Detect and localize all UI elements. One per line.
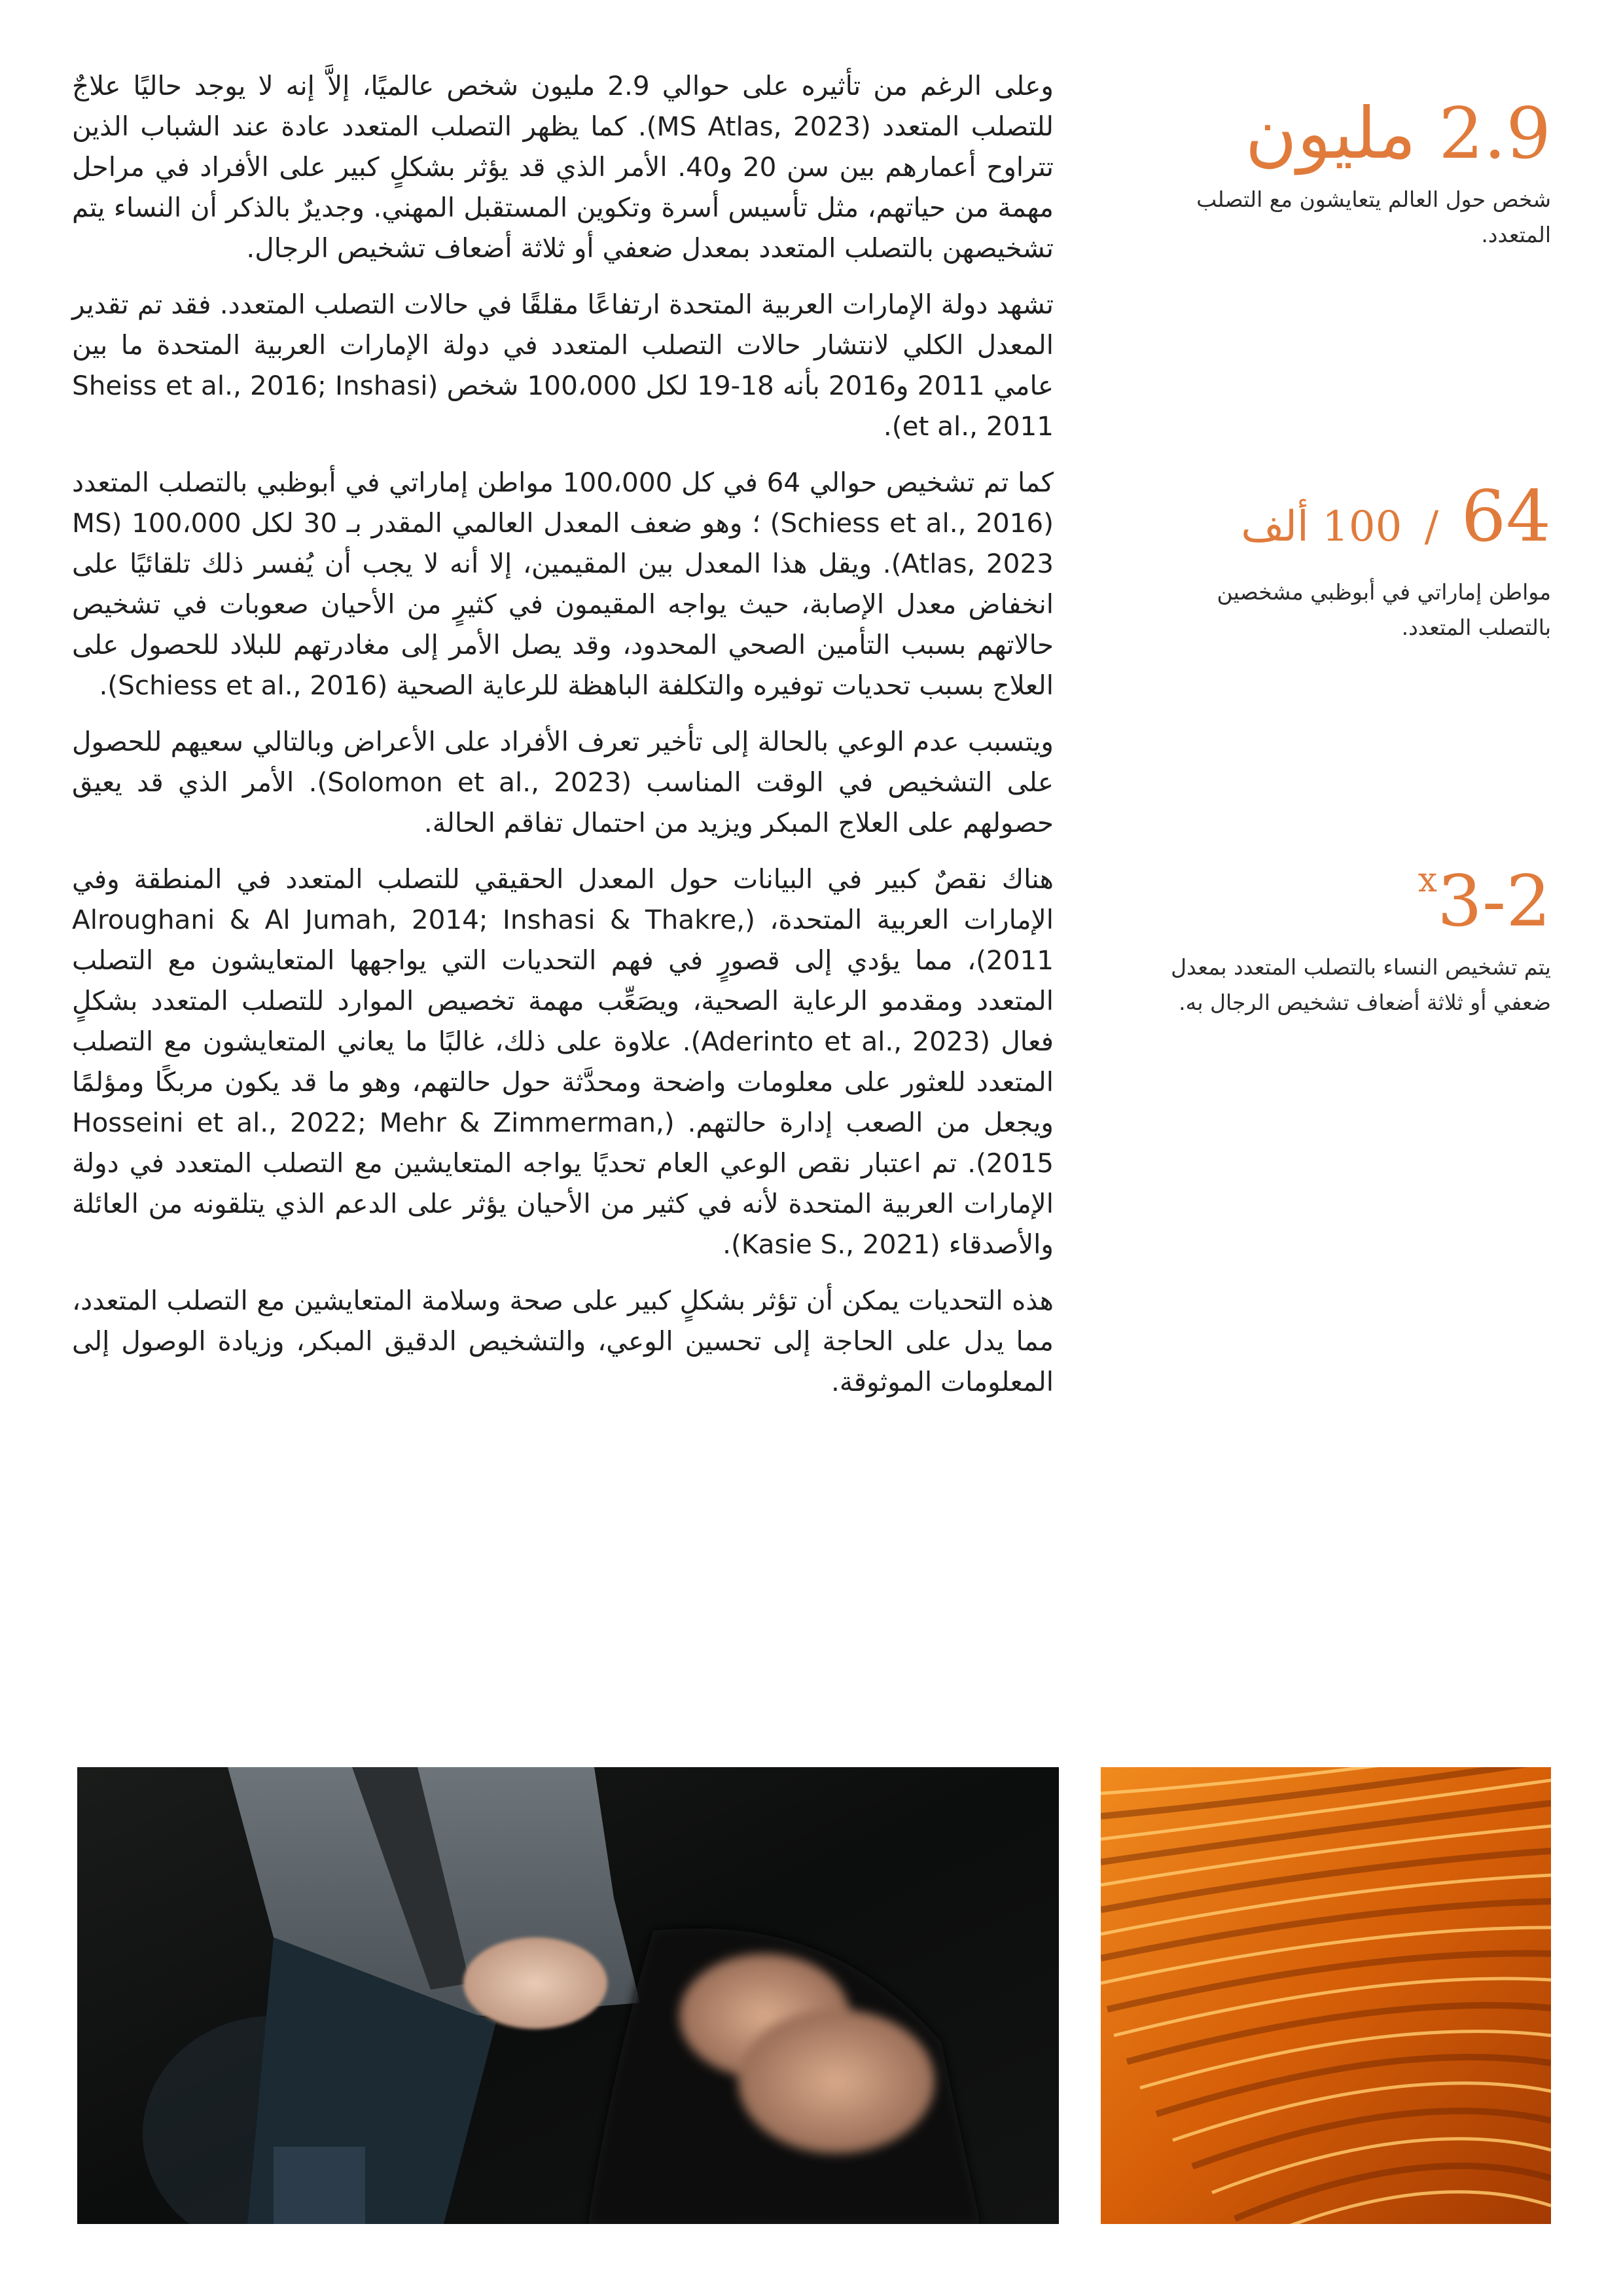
paragraph-1: وعلى الرغم من تأثيره على حوالي 2.9 مليون شخص عالميًا، إلاَّ إنه لا يوجد حاليًا علاجٌ للتصلب المتعدد (MS Atlas, 2023). كما يظهر التصلب المتعدد عادة عند الشباب الذين تتراوح أعمارهم بين سن 20 و40. الأمر الذي قد يؤثر بشكلٍ كبير على الأفراد في مراحل مهمة من حياتهم، مثل تأسيس أسرة وتكوين المستقبل المهني. وجديرٌ بالذكر أن النساء يتم تشخيصهن بالتصلب المتعدد بمعدل ضعفي أو ثلاثة أضعاف تشخيص الرجال. bbox=[72, 70, 1054, 264]
stat-value: 2.9 bbox=[1438, 93, 1551, 175]
paragraph-5: هناك نقصٌ كبير في البيانات حول المعدل الحقيقي للتصلب المتعدد في المنطقة وفي الإمارات العربية المتحدة، (Alroughani & Al Jumah, 2014; Inshasi & Thakre, 2011)، مما يؤدي إلى قصورٍ في فهم التحديات التي يواجهها المتعايشون مع التصلب المتعدد ومقدمو الرعاية الصحية، ويصَعِّب مهمة تخصيص الموارد للتصلب المتعدد بشكلٍ فعال (Aderinto et al., 2023). علاوة على ذلك، غالبًا ما يعاني المتعايشون مع التصلب المتعدد للعثور على معلومات واضحة ومحدَّثة حول حالتهم، وهو ما قد يكون مربكًا ومؤلمًا ويجعل من الصعب إدارة حالتهم. (Hosseini et al., 2022; Mehr & Zimmerman, 2015). تم اعتبار نقص الوعي العام تحديًا يواجه المتعايشين مع التصلب المتعدد في دولة الإمارات العربية المتحدة لأنه في كثير من الأحيان يؤثر على الدعم الذي يتلقونه من العائلة والأصدقاء (Kasie S., 2021). bbox=[72, 863, 1054, 1260]
photo-clasped-hands bbox=[77, 1767, 1059, 2224]
paragraph-2: تشهد دولة الإمارات العربية المتحدة ارتفاعًا مقلقًا في حالات التصلب المتعدد. فقد تم تقدير المعدل الكلي لانتشار حالات التصلب المتعدد في دولة الإمارات العربية المتحدة ما بين عامي 2011 و2016 بأنه 18-19 لكل 100،000 شخص (Sheiss et al., 2016; Inshasi et al., 2011). bbox=[72, 289, 1054, 442]
paragraph-4: ويتسبب عدم الوعي بالحالة إلى تأخير تعرف الأفراد على الأعراض وبالتالي سعيهم للحصول على التشخيص في الوقت المناسب (Solomon et al., 2023). الأمر الذي قد يعيق حصولهم على العلاج المبكر ويزيد من احتمال تفاقم الحالة. bbox=[72, 726, 1054, 838]
orange-abstract-waves bbox=[1101, 1767, 1551, 2224]
stat-suffix: x bbox=[1418, 861, 1438, 900]
stat-description: شخص حول العالم يتعايشون مع التصلب المتعدد. bbox=[1196, 187, 1551, 247]
paragraph-3: كما تم تشخيص حوالي 64 في كل 100،000 مواطن إماراتي في أبوظبي بالتصلب المتعدد (Schiess et al., 2016) ؛ وهو ضعف المعدل العالمي المقدر بـ 30 لكل 100،000 (MS Atlas, 2023). ويقل هذا المعدل بين المقيمين، إلا أنه لا يجب أن يُفسر ذلك تلقائيًا على انخفاض معدل الإصابة، حيث يواجه المقيمون في كثيرٍ من الأحيان صعوبات في تشخيص حالاتهم بسبب التأمين الصحي المحدود، وقد يصل الأمر إلى مغادرتهم للبلاد للحصول على العلاج بسبب تحديات توفيره والتكلفة الباهظة للرعاية الصحية (Schiess et al., 2016). bbox=[72, 467, 1054, 701]
stat-separator: / bbox=[1424, 503, 1439, 551]
stat-description: يتم تشخيص النساء بالتصلب المتعدد بمعدل ضعفي أو ثلاثة أضعاف تشخيص الرجال به. bbox=[1171, 954, 1551, 1015]
paragraph-6: هذه التحديات يمكن أن تؤثر بشكلٍ كبير على صحة وسلامة المتعايشين مع التصلب المتعدد، مما يدل على الحاجة إلى تحسين الوعي، والتشخيص الدقيق المبكر، وزيادة الوصول إلى المعلومات الموثوقة. bbox=[72, 1285, 1054, 1397]
stat-number bbox=[1165, 92, 1551, 177]
stat-uae-rate bbox=[1165, 475, 1551, 645]
stat-value: 3-2 bbox=[1437, 861, 1551, 942]
stat-value: 64 bbox=[1461, 476, 1551, 558]
stat-secondary: 100 ألف bbox=[1241, 503, 1402, 551]
main-text bbox=[72, 65, 1054, 1418]
stat-global-count bbox=[1165, 92, 1551, 253]
stat-number bbox=[1165, 838, 1551, 944]
stat-gender-ratio bbox=[1165, 838, 1551, 1020]
stat-unit: مليون bbox=[1245, 93, 1416, 175]
stat-description: مواطن إماراتي في أبوظبي مشخصين بالتصلب المتعدد. bbox=[1217, 579, 1551, 640]
stat-number bbox=[1165, 475, 1551, 569]
